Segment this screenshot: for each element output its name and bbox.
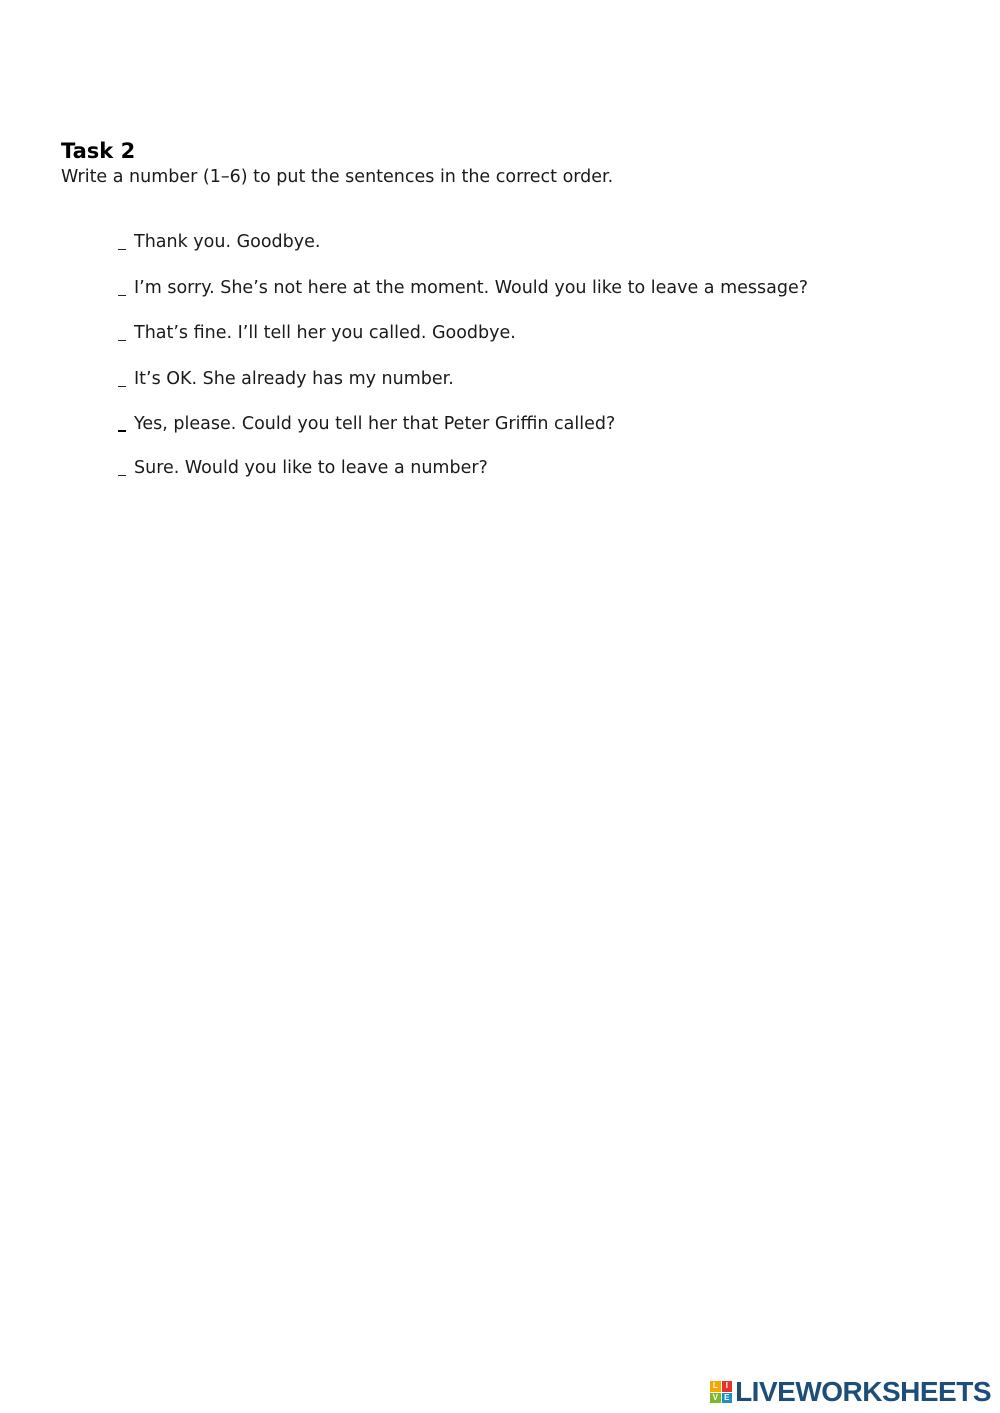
logo-icon-cell-l: L: [710, 1381, 721, 1392]
sentence-text-6: Sure. Would you like to leave a number?: [134, 458, 488, 478]
sentence-item-4: [118, 365, 808, 410]
sentence-item-3: [118, 319, 808, 365]
sentence-text-3: That’s fine. I’ll tell her you called. Goodbye.: [134, 323, 516, 343]
logo-icon-cell-v: V: [710, 1393, 721, 1404]
sentence-text-1: Thank you. Goodbye.: [134, 232, 321, 252]
sentence-item-5: [118, 410, 808, 454]
logo-icon-cell-i: I: [722, 1381, 733, 1392]
sentence-item-2: [118, 274, 808, 319]
sentence-list: [118, 228, 808, 500]
answer-blank-6[interactable]: [118, 448, 126, 476]
task-title: Task 2: [61, 139, 136, 163]
task-instructions: Write a number (1–6) to put the sentences in the correct order.: [61, 167, 614, 187]
answer-blank-2[interactable]: [118, 268, 126, 296]
sentence-text-4: It’s OK. She already has my number.: [134, 369, 454, 389]
sentence-item-6: [118, 454, 808, 500]
logo-wordmark: LIVEWORKSHEETS: [735, 1376, 991, 1407]
liveworksheets-logo[interactable]: [710, 1376, 991, 1407]
logo-icon-cell-e: E: [722, 1393, 733, 1404]
answer-blank-4[interactable]: [118, 359, 126, 387]
answer-blank-5[interactable]: [118, 404, 126, 432]
answer-blank-1[interactable]: [118, 222, 126, 250]
answer-blank-3[interactable]: [118, 313, 126, 341]
liveworksheets-logo-icon: [710, 1381, 732, 1403]
sentence-text-5: Yes, please. Could you tell her that Peter Griffin called?: [134, 414, 616, 434]
sentence-item-1: [118, 228, 808, 274]
sentence-text-2: I’m sorry. She’s not here at the moment. Would you like to leave a message?: [134, 278, 809, 298]
